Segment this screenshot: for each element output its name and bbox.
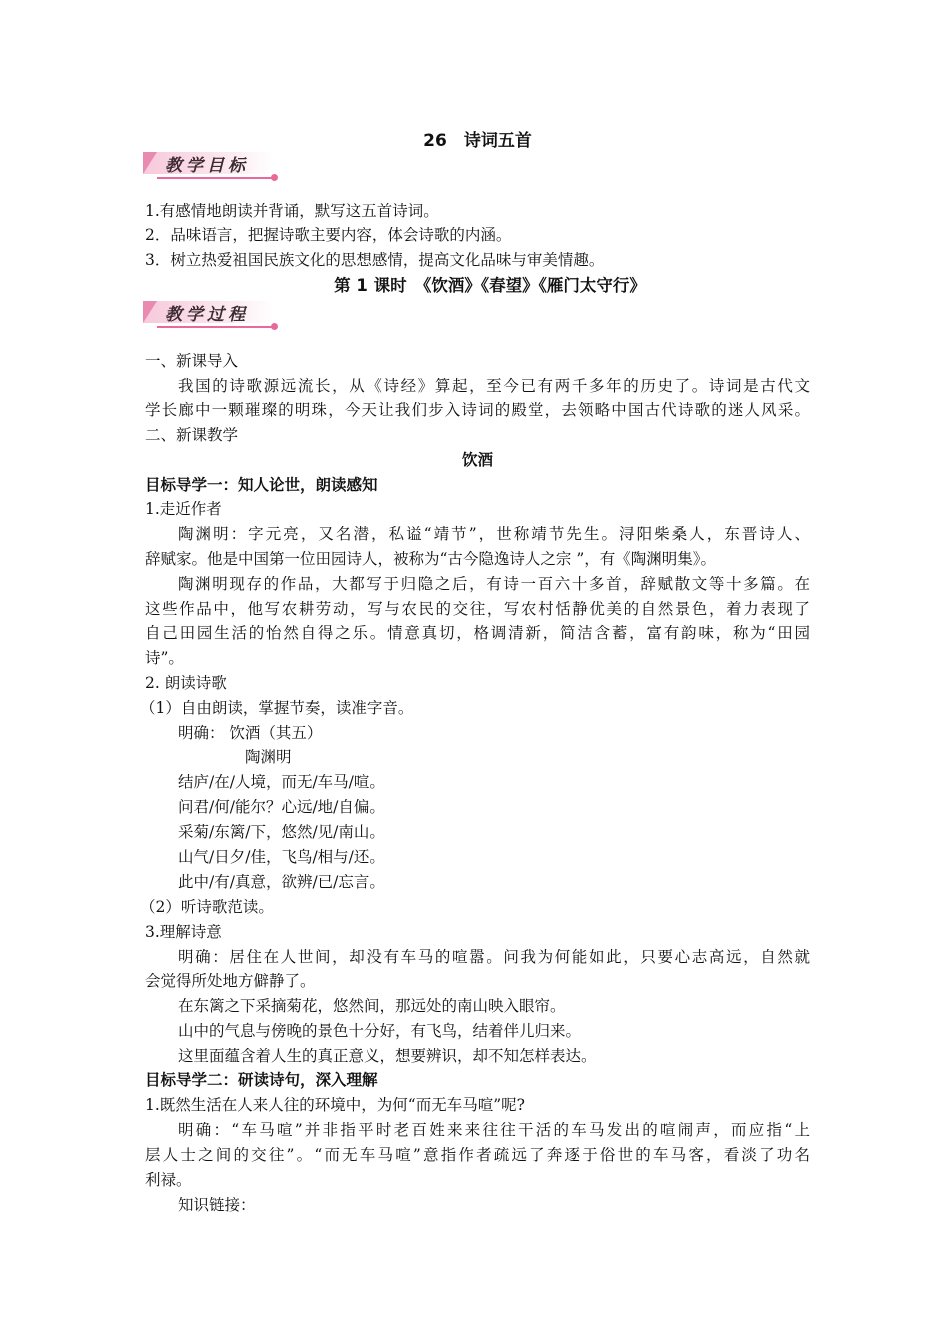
paragraph-line: 在东篱之下采摘菊花，悠然间，那远处的南山映入眼帘。 xyxy=(178,997,566,1015)
banner-dot xyxy=(271,174,278,181)
paragraph-line: 陶渊明现存的作品，大都写于归隐之后，有诗一百六十多首，辞赋散文等十多篇。在 xyxy=(178,575,810,593)
poem-line: 采菊/东篱/下，悠然/见/南山。 xyxy=(178,823,385,841)
paragraph-line: 我国的诗歌源远流长，从《诗经》算起，至今已有两千多年的历史了。诗词是古代文 xyxy=(178,377,810,395)
step-heading: 3.理解诗意 xyxy=(145,923,222,941)
banner-underline xyxy=(157,326,273,328)
poem-line: 山气/日夕/佳，飞鸟/相与/还。 xyxy=(178,848,385,866)
paragraph-line: 这里面蕴含着人生的真正意义，想要辨识，却不知怎样表达。 xyxy=(178,1047,597,1065)
section-heading: 二、新课教学 xyxy=(145,426,239,444)
objective-item: 2．品味语言，把握诗歌主要内容，体会诗歌的内涵。 xyxy=(145,226,512,244)
objective-item: 3．树立热爱祖国民族文化的思想感情，提高文化品味与审美情趣。 xyxy=(145,251,605,269)
paragraph-line: 自己田园生活的怡然自得之乐。情意真切，格调清新，简洁含蓄，富有韵味，称为“田园 xyxy=(145,624,810,642)
paragraph-line: 辞赋家。他是中国第一位田园诗人，被称为“古今隐逸诗人之宗 ”，有《陶渊明集》。 xyxy=(145,550,717,568)
paragraph-line: 山中的气息与傍晚的景色十分好，有飞鸟，结着伴儿归来。 xyxy=(178,1022,582,1040)
banner-wedge xyxy=(143,152,157,174)
page-title: 26 诗词五首 xyxy=(423,131,532,151)
banner-wedge xyxy=(143,301,157,323)
poem-line: 结庐/在/人境，而无/车马/喧。 xyxy=(178,773,385,791)
paragraph-line: 陶渊明：字元亮，又名潜，私谥“靖节”，世称靖节先生。浔阳柴桑人，东晋诗人、 xyxy=(178,525,810,543)
paragraph-line: 明确：居住在人世间，却没有车马的喧嚣。问我为何能如此，只要心志高远，自然就 xyxy=(178,948,810,966)
lesson-title: 第 1 课时 《饮酒》《春望》《雁门太守行》 xyxy=(334,276,646,295)
poem-line: 问君/何/能尔？心远/地/自偏。 xyxy=(178,798,385,816)
paragraph-line: 利禄。 xyxy=(145,1171,192,1189)
banner-label: 教学目标 xyxy=(165,156,249,176)
paragraph-line: 明确：“车马喧”并非指平时老百姓来来往往干活的车马发出的喧闹声，而应指“上 xyxy=(178,1121,810,1139)
goal-heading: 目标导学二：研读诗句，深入理解 xyxy=(145,1071,378,1089)
poem-heading: 饮酒 xyxy=(461,451,493,469)
question-line: 1.既然生活在人来人往的环境中，为何“而无车马喧”呢? xyxy=(145,1096,525,1114)
sub-step: （2）听诗歌范读。 xyxy=(140,898,274,916)
paragraph-line: 学长廊中一颗璀璨的明珠，今天让我们步入诗词的殿堂，去领略中国古代诗歌的迷人风采。 xyxy=(145,401,810,419)
paragraph-line: 会觉得所处地方僻静了。 xyxy=(145,972,316,990)
paragraph-line: 层人士之间的交往”。“而无车马喧”意指作者疏远了奔逐于俗世的车马客，看淡了功名 xyxy=(145,1146,810,1164)
teaching-objectives-banner xyxy=(143,148,278,182)
clarify-line: 明确： 饮酒（其五） xyxy=(178,724,323,742)
step-heading: 1.走近作者 xyxy=(145,500,222,518)
objective-item: 1.有感情地朗读并背诵，默写这五首诗词。 xyxy=(145,202,439,220)
banner-underline xyxy=(157,177,273,179)
knowledge-link-label: 知识链接： xyxy=(178,1196,256,1214)
poem-line: 此中/有/真意，欲辨/已/忘言。 xyxy=(178,873,385,891)
paragraph-line: 这些作品中，他写农耕劳动，写与农民的交往，写农村恬静优美的自然景色，着力表现了 xyxy=(145,600,810,618)
banner-dot xyxy=(271,323,278,330)
step-heading: 2. 朗读诗歌 xyxy=(145,674,227,692)
teaching-process-banner xyxy=(143,297,278,331)
paragraph-line: 诗”。 xyxy=(145,649,184,667)
banner-label: 教学过程 xyxy=(165,305,249,325)
sub-step: （1）自由朗读，掌握节奏，读准字音。 xyxy=(140,699,414,717)
goal-heading: 目标导学一：知人论世，朗读感知 xyxy=(145,476,378,494)
poet-name: 陶渊明 xyxy=(245,748,292,766)
section-heading: 一、新课导入 xyxy=(145,352,239,370)
